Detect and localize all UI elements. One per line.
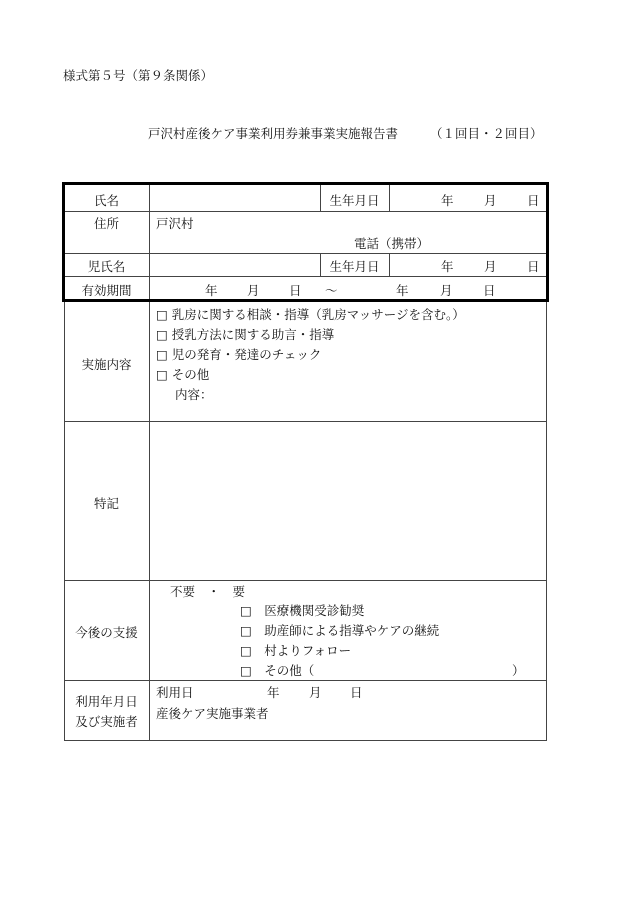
remarks-field[interactable] [152,424,544,578]
parent-birth-label: 生年月日 [329,193,380,208]
implementation-item-breast[interactable]: □ 乳房に関する相談・指導（乳房マッサージを含む。） [156,307,465,322]
usage-month-unit: 月 [309,685,322,700]
implementation-detail-label: 内容： [175,387,213,402]
support-item-medical[interactable]: □ 医療機関受診勧奨 [240,603,365,618]
remarks-label: 特記 [93,496,119,511]
validity-start-day-unit: 日 [289,283,302,298]
child-birth-label: 生年月日 [329,259,380,274]
implementation-item-feeding[interactable]: □ 授乳方法に関する助言・指導 [156,327,335,342]
form-number: 様式第５号（第９条関係） [63,68,214,83]
future-support-label: 今後の支援 [75,625,138,640]
validity-separator: ～ [325,283,338,298]
implementation-label: 実施内容 [81,357,132,372]
validity-end-year-unit: 年 [396,283,409,298]
implementation-item-other[interactable]: □ その他 [156,367,210,382]
phone-label: 電話（携帯） [354,236,430,251]
validity-end-month-unit: 月 [440,283,453,298]
usage-day-unit: 日 [350,685,363,700]
child-birth-year-unit: 年 [441,259,454,274]
usage-label-line2: 及び実施者 [75,714,138,729]
session-indicator: （１回目・２回目） [430,126,543,141]
parent-name-label: 氏名 [93,193,119,208]
support-item-other[interactable]: □ その他（ [240,663,315,678]
parent-birth-year-unit: 年 [441,193,454,208]
parent-birth-month-unit: 月 [484,193,497,208]
support-item-village[interactable]: □ 村よりフォロー [240,643,352,658]
parent-name-field[interactable] [152,186,318,210]
support-need-choice[interactable]: 不要 ・ 要 [170,584,246,599]
usage-label-line1: 利用年月日 [75,694,138,709]
document-title: 戸沢村産後ケア事業利用券兼事業実施報告書 [148,126,399,141]
child-name-field[interactable] [152,255,318,275]
implementation-item-development[interactable]: □ 児の発育・発達のチェック [156,347,322,362]
child-birth-day-unit: 日 [527,259,540,274]
validity-start-month-unit: 月 [247,283,260,298]
support-item-midwife[interactable]: □ 助産師による指導やケアの継続 [240,623,440,638]
child-name-label: 児氏名 [87,259,126,274]
validity-label: 有効期間 [81,283,132,298]
provider-label: 産後ケア実施事業者 [156,706,269,721]
validity-end-day-unit: 日 [483,283,496,298]
parent-birth-day-unit: 日 [527,193,540,208]
validity-start-year-unit: 年 [205,283,218,298]
support-other-close-paren: ） [512,663,525,678]
address-value: 戸沢村 [156,216,194,231]
child-birth-month-unit: 月 [484,259,497,274]
usage-date-label: 利用日 [156,685,194,700]
address-label: 住所 [93,216,119,231]
usage-year-unit: 年 [267,685,280,700]
